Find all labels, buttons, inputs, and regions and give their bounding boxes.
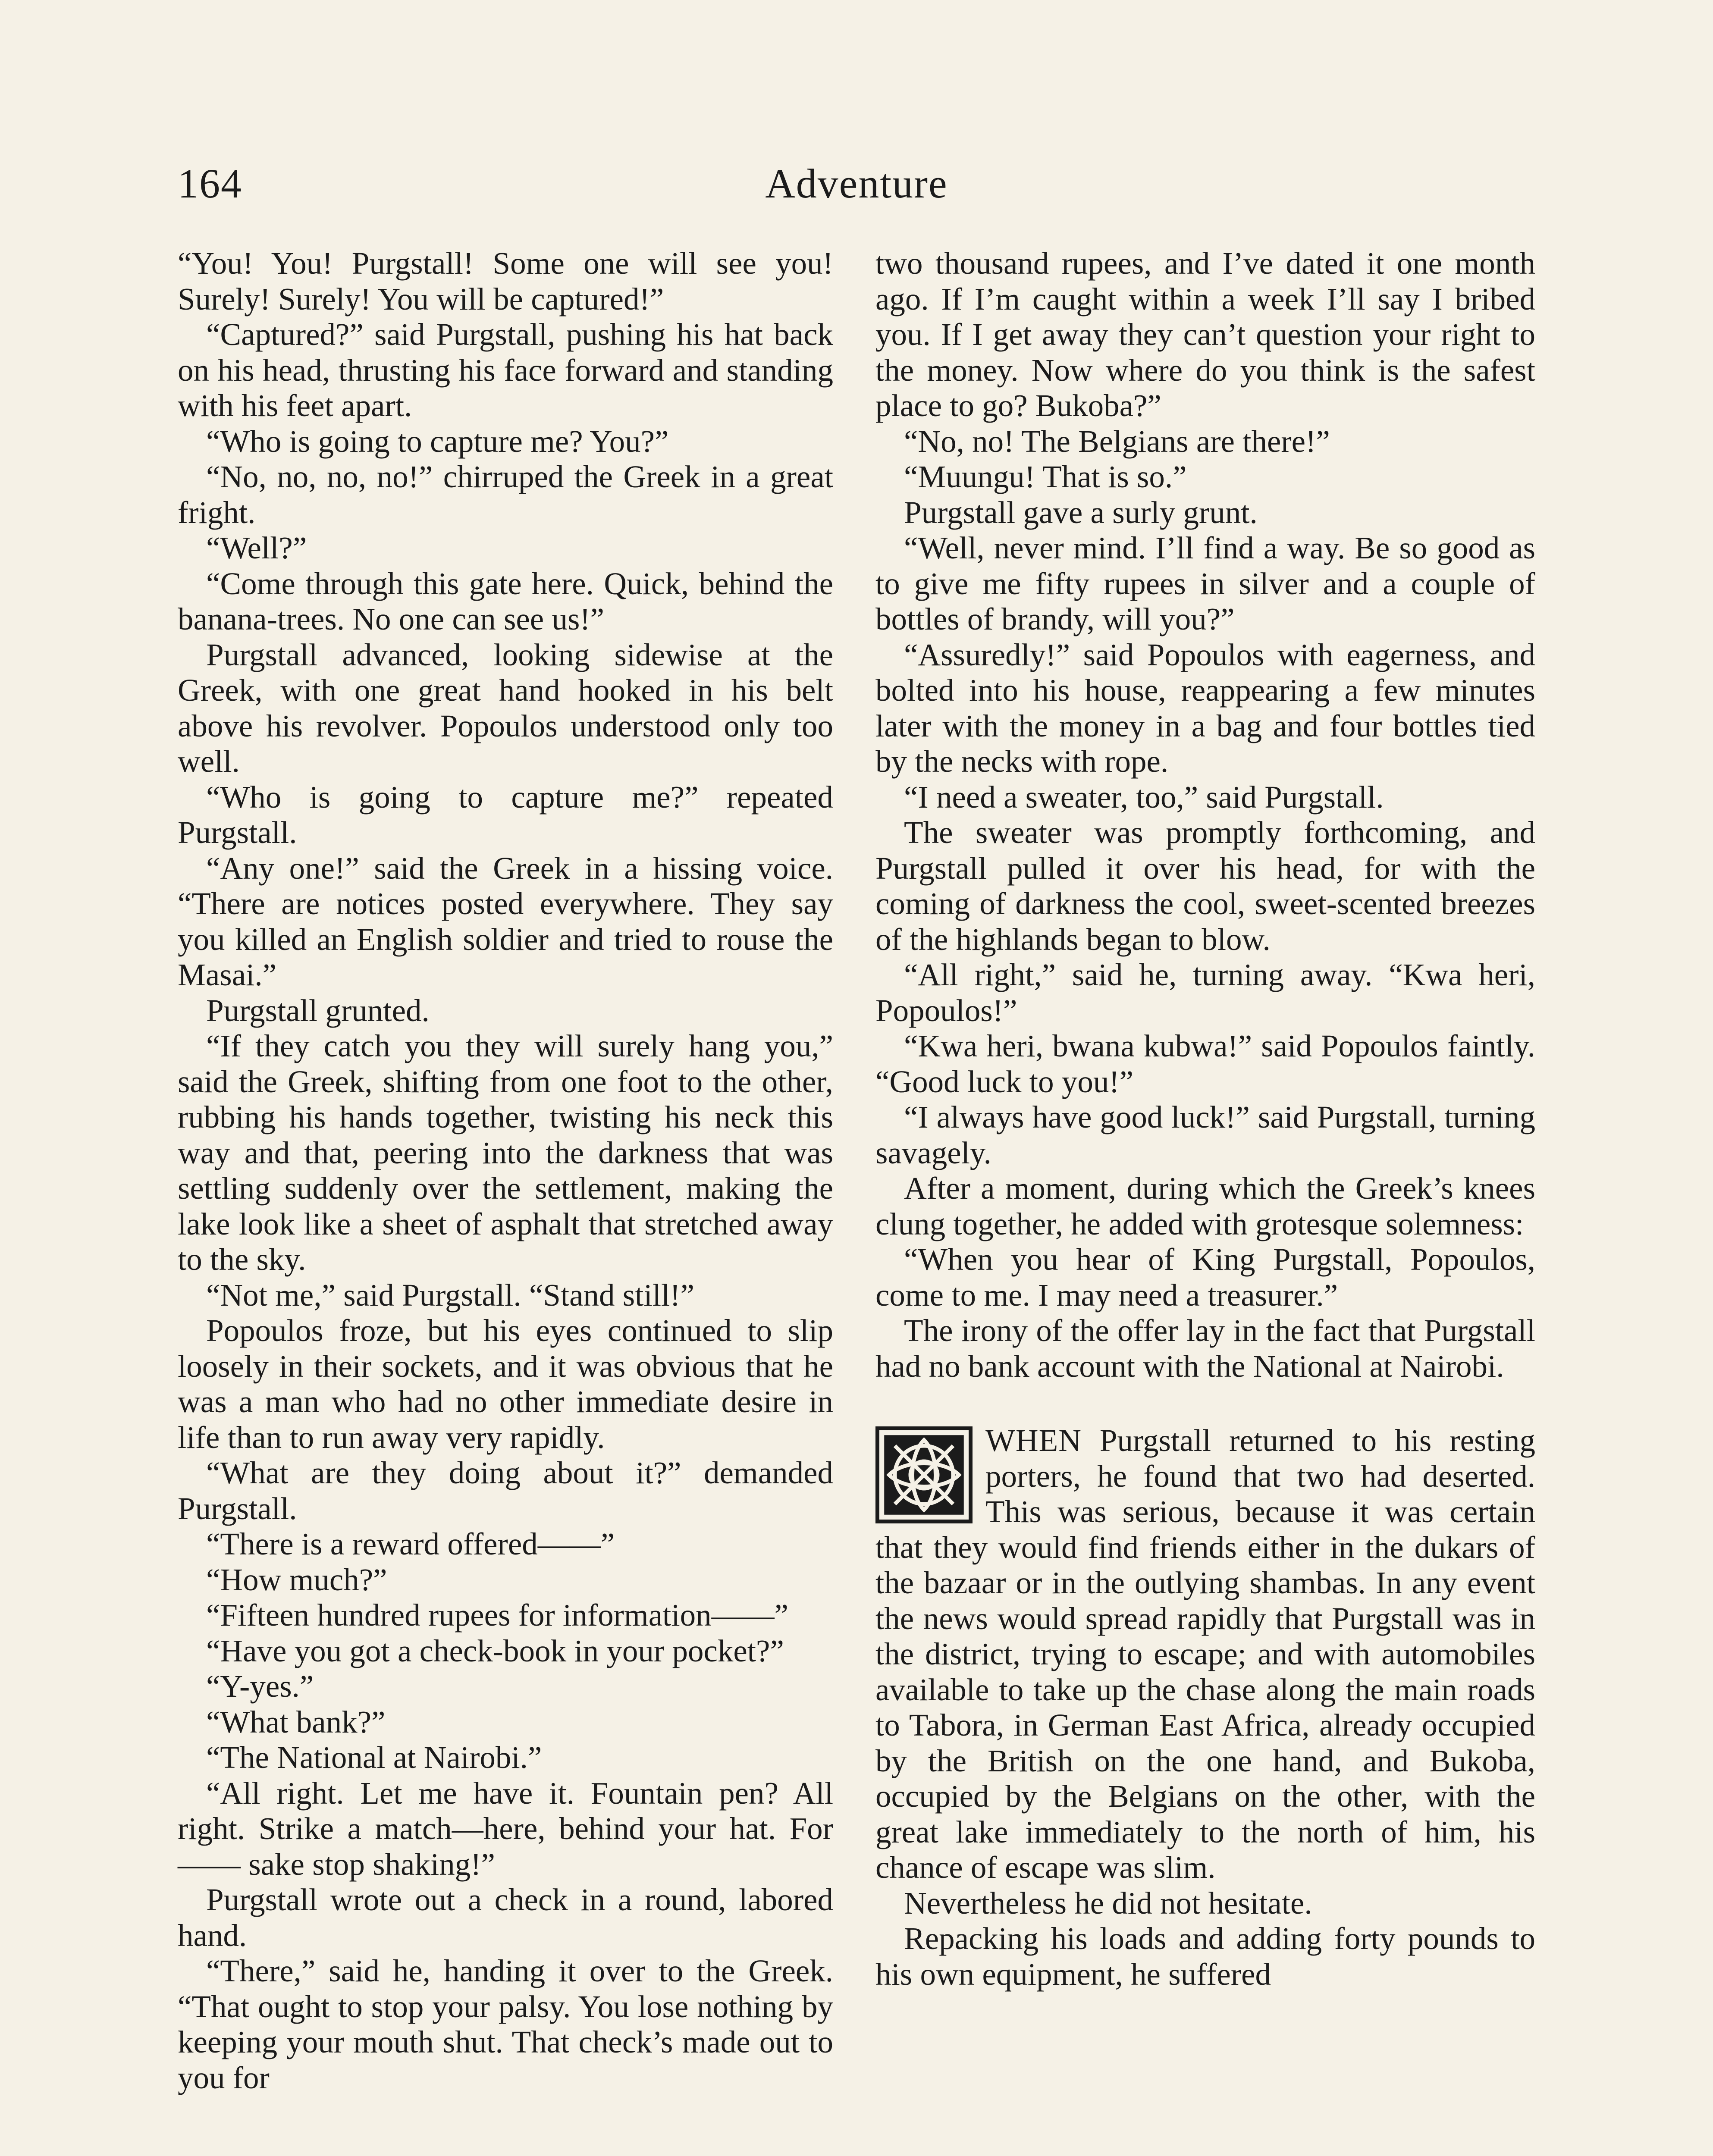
paragraph: The sweater was promptly forthcoming, and Purgstall pulled it over his head, for with the coming of darkness the cool, sweet-scented breezes of the highlands began to blow. (875, 815, 1535, 957)
right-column (875, 246, 1535, 1992)
paragraph: “You! You! Purgstall! Some one will see you! Surely! Surely! You will be captured!” (178, 246, 833, 317)
paragraph: Purgstall wrote out a check in a round, labored hand. (178, 1882, 833, 1953)
opening-words: WHEN (985, 1423, 1082, 1458)
paragraph: “All right,” said he, turning away. “Kwa heri, Popoulos!” (875, 957, 1535, 1028)
paragraph: “Kwa heri, bwana kubwa!” said Popoulos faintly. “Good luck to you!” (875, 1028, 1535, 1099)
paragraph: “Y-yes.” (206, 1669, 314, 1704)
paragraph: “Who is going to capture me? You?” (206, 423, 669, 459)
paragraph: Repacking his loads and adding forty pounds to his own equipment, he suffered (875, 1921, 1535, 1992)
left-column (178, 246, 833, 2096)
running-title: Adventure (765, 160, 948, 207)
paragraph: “Not me,” said Purgstall. “Stand still!” (206, 1277, 694, 1313)
section-opening (875, 1423, 1535, 1886)
paragraph: Purgstall advanced, looking sidewise at the Greek, with one great hand hooked in his belt above his revolver. Popoulos understood only too well. (178, 637, 833, 779)
paragraph: “No, no, no, no!” chirruped the Greek in a great fright. (178, 459, 833, 530)
paragraph: “Assuredly!” said Popoulos with eagerness, and bolted into his house, reappearing a few minutes later with the money in a bag and four bottles tied by the necks with rope. (875, 637, 1535, 779)
paragraph: “All right. Let me have it. Fountain pen? All right. Strike a match—here, behind your hat. For —— sake stop shaking!” (178, 1775, 833, 1882)
paragraph: Purgstall grunted. (206, 993, 430, 1028)
paragraph: “If they catch you they will surely hang you,” said the Greek, shifting from one foot to the other, rubbing his hands together, twisting his neck this way and that, peering into the darkness that was settling suddenly over the settlement, making the lake look like a sheet of asphalt that stretched away to the sky. (178, 1028, 833, 1277)
paragraph-body: Purgstall returned to his resting porters, he found that two had deserted. This was serious, because it was certain that they would find friends either in the dukars of the bazaar or in the outlying shambas. In any event the news would spread rapidly that Purgstall was in the district, trying to escape; and with automobiles available to take up the chase along the main roads to Tabora, in German East Africa, already occupied by the British on the one hand, and Bukoba, occupied by the Belgians on the other, with the great lake immediately to the north of him, his chance of escape was slim. (875, 1423, 1535, 1885)
paragraph: “There is a reward offered——” (206, 1526, 615, 1561)
paragraph: “Muungu! That is so.” (904, 459, 1187, 494)
paragraph: “What are they doing about it?” demanded Purgstall. (178, 1455, 833, 1526)
paragraph: “Come through this gate here. Quick, behind the banana-trees. No one can see us!” (178, 566, 833, 636)
paragraph: Nevertheless he did not hesitate. (904, 1885, 1312, 1921)
paragraph: “I always have good luck!” said Purgstall, turning savagely. (875, 1100, 1535, 1170)
paragraph: “No, no! The Belgians are there!” (904, 423, 1330, 459)
page-number: 164 (178, 160, 242, 207)
paragraph: “I need a sweater, too,” said Purgstall. (904, 779, 1384, 815)
paragraph: “The National at Nairobi.” (206, 1740, 542, 1775)
paragraph: “Have you got a check-book in your pocket?” (206, 1633, 784, 1668)
paragraph: “There,” said he, handing it over to the Greek. “That ought to stop your palsy. You lose nothing by keeping your mouth shut. That check’s made out to you for (178, 1953, 833, 2095)
page-header (178, 160, 1535, 216)
paragraph: The irony of the offer lay in the fact that Purgstall had no bank account with the National at Nairobi. (875, 1313, 1535, 1384)
paragraph: “How much?” (206, 1562, 387, 1597)
paragraph: Purgstall gave a surly grunt. (904, 495, 1258, 530)
paragraph: Popoulos froze, but his eyes continued to slip loosely in their sockets, and it was obvious that he was a man who had no other immediate desire in life than to run away very rapidly. (178, 1313, 833, 1455)
paragraph: “Any one!” said the Greek in a hissing voice. “There are notices posted everywhere. They say you killed an English soldier and tried to rouse the Masai.” (178, 850, 833, 992)
paragraph: “When you hear of King Purgstall, Popoulos, come to me. I may need a treasurer.” (875, 1242, 1535, 1313)
paragraph: After a moment, during which the Greek’s knees clung together, he added with grotesque solemness: (875, 1171, 1535, 1241)
paragraph (875, 1423, 1535, 1886)
paragraph: “Captured?” said Purgstall, pushing his hat back on his head, thrusting his face forward and standing with his feet apart. (178, 317, 833, 423)
paragraph: “Well, never mind. I’ll find a way. Be so good as to give me fifty rupees in silver and a couple of bottles of brandy, will you?” (875, 530, 1535, 636)
paragraph: two thousand rupees, and I’ve dated it one month ago. If I’m caught within a week I’ll say I bribed you. If I get away they can’t question your right to the money. Now where do you think is the safest place to go? Bukoba?” (875, 246, 1535, 423)
paragraph: “Well?” (206, 530, 307, 565)
paragraph: “Who is going to capture me?” repeated Purgstall. (178, 779, 833, 850)
celtic-knot-ornament-icon (875, 1426, 973, 1523)
paragraph: “What bank?” (206, 1704, 386, 1739)
paragraph: “Fifteen hundred rupees for information——” (206, 1598, 789, 1633)
